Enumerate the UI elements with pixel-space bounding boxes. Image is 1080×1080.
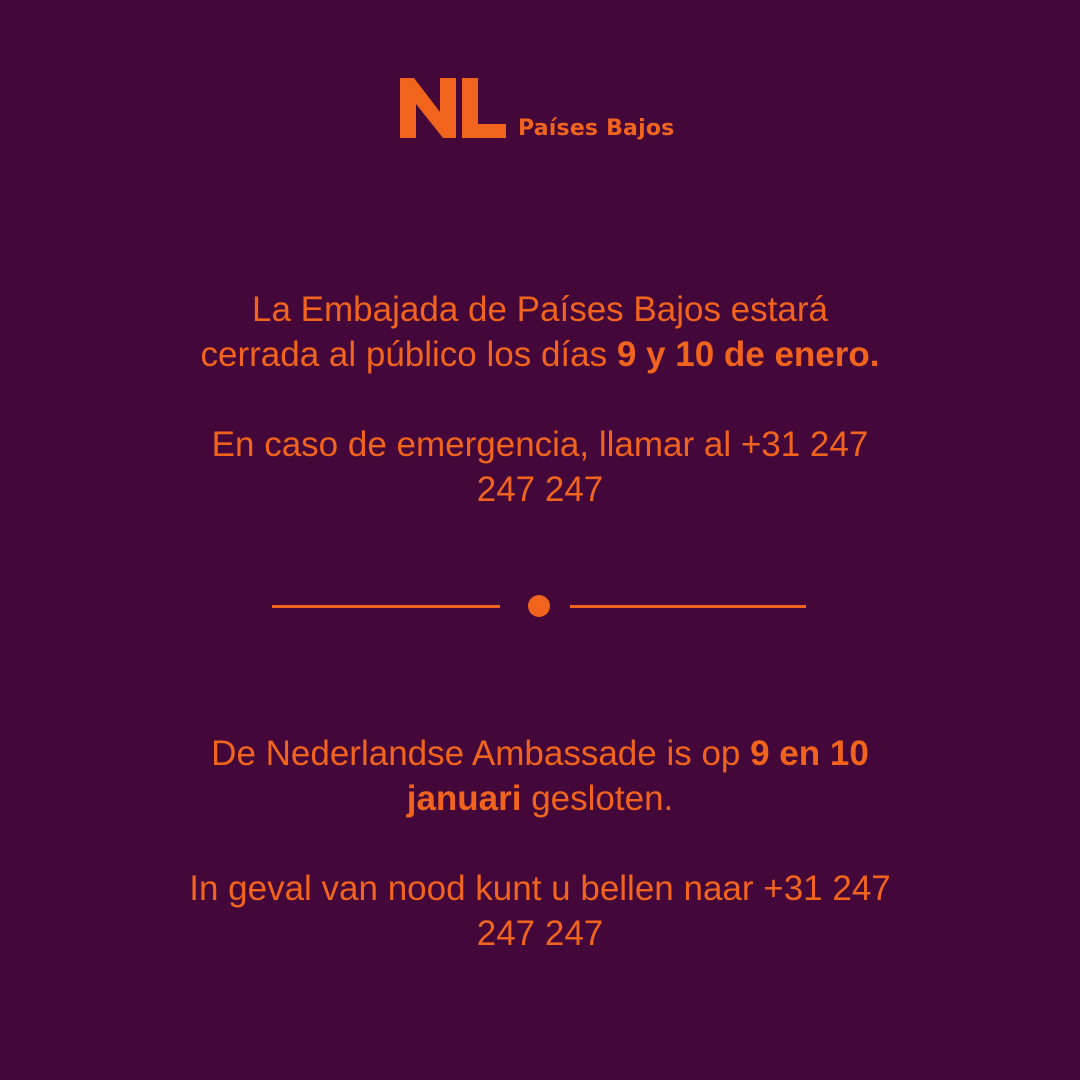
spanish-closure-dates: 9 y 10 de enero. [616,335,880,374]
logo [400,78,700,148]
dutch-emergency-line-1: In geval van nood kunt u bellen naar +31 247 [189,869,891,908]
spanish-emergency-line-1: En caso de emergencia, llamar al +31 247 [211,425,869,464]
logo-text: Países Bajos [518,116,675,141]
spanish-line-1: La Embajada de Países Bajos estará [252,290,828,329]
spanish-emergency-line-2: 247 247 [476,470,604,509]
dutch-line-1-text: De Nederlandse Ambassade is op [211,734,751,773]
spanish-line-2-text: cerrada al público los días [200,335,617,374]
dutch-line-1 [100,731,980,776]
dutch-closure-dates: 9 en 10 [750,734,869,773]
nl-logo-mark [400,78,508,140]
divider-line-left [272,605,500,608]
divider-line-right [570,605,806,608]
dutch-emergency-line-2: 247 247 [476,914,604,953]
spanish-line-2 [100,332,980,377]
spanish-message [100,287,980,512]
dot-divider-icon [528,595,550,617]
dutch-line-2-text: gesloten. [521,779,674,818]
dutch-line-2 [100,776,980,821]
dutch-closure-month: januari [406,779,522,818]
divider [272,594,808,620]
dutch-message [100,731,980,956]
